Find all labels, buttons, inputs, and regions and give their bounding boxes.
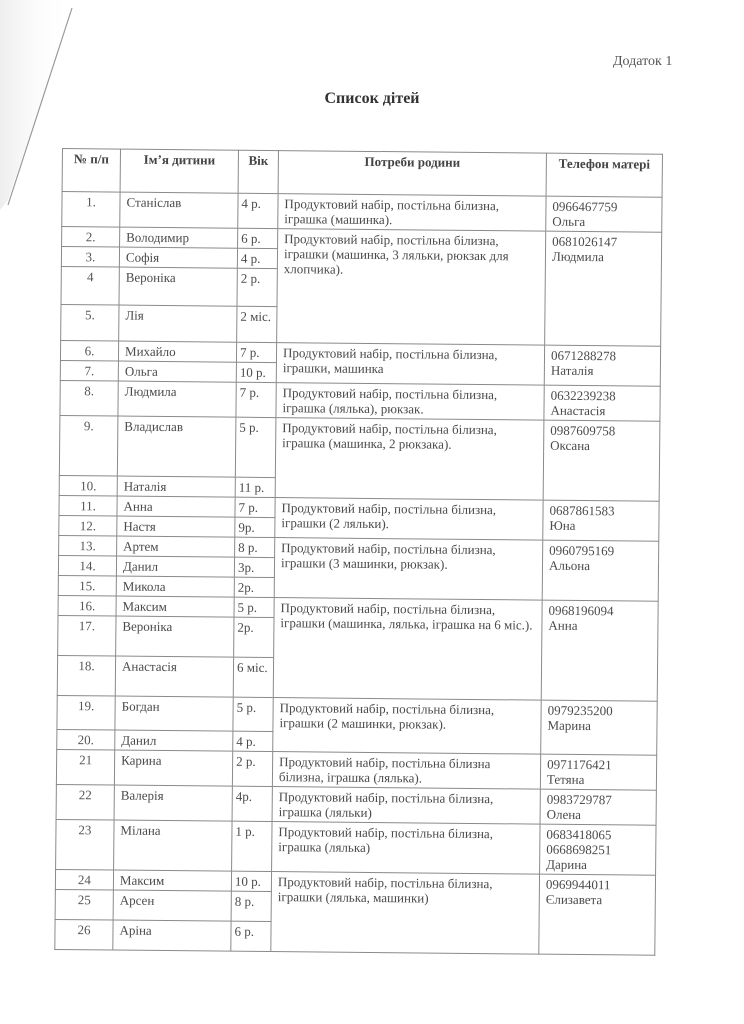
child-age: 2 р.: [232, 751, 272, 786]
child-age: 2р.: [234, 577, 274, 597]
children-table: [54, 148, 663, 956]
table-row: [62, 192, 662, 233]
child-name: Анна: [117, 496, 235, 517]
child-number: 10.: [59, 475, 117, 496]
child-name: Максим: [113, 870, 231, 891]
child-age: 10 р.: [231, 871, 271, 891]
child-number: 22: [56, 784, 114, 820]
child-number: 9.: [59, 415, 118, 476]
child-name: Ольга: [118, 361, 236, 382]
mother-name: Оксана: [550, 437, 591, 454]
child-name: Максим: [116, 596, 234, 617]
document-title: [0, 90, 744, 108]
mother-phone: 0971176421: [547, 756, 612, 773]
mother-name: Анастасія: [550, 402, 606, 419]
mother-phone: 0966467759: [552, 198, 618, 215]
child-age: 3р.: [234, 557, 274, 577]
child-name: Владислав: [117, 416, 236, 477]
child-age: 4 р.: [233, 731, 273, 751]
child-number: 17.: [58, 615, 116, 656]
child-name: Софія: [119, 247, 237, 268]
child-number: 24: [55, 869, 113, 890]
child-number: 5.: [61, 304, 119, 341]
table-row: [56, 819, 656, 875]
mother-contact: [540, 824, 656, 875]
child-name: Настя: [117, 516, 235, 537]
child-number: 3.: [61, 247, 119, 268]
family-needs: Продуктовий набір, постільна білизна, іграшки (лялька, машинки): [271, 872, 540, 955]
child-number: 25: [55, 889, 113, 920]
child-name: Артем: [117, 536, 235, 557]
child-number: 26: [55, 919, 113, 950]
mother-contact: [542, 540, 659, 601]
mother-name: Єлизавета: [545, 891, 603, 908]
mother-phone: 0632239238: [550, 387, 616, 404]
mother-name: Олена: [546, 806, 582, 823]
child-name: Вероніка: [116, 616, 234, 657]
mother-contact: [543, 500, 659, 541]
mother-contact: [541, 700, 658, 755]
child-name: Валерія: [114, 785, 232, 821]
child-age: 1 р.: [232, 821, 272, 871]
header-mother-phone: Телефон матері: [546, 153, 662, 197]
child-age: 4р.: [232, 786, 272, 821]
child-age: 6 р.: [238, 228, 278, 248]
child-name: Михайло: [118, 341, 236, 362]
mother-name: Альона: [548, 557, 591, 574]
mother-name: Анна: [548, 617, 578, 633]
mother-name: Юна: [549, 517, 576, 533]
family-needs: Продуктовий набір, постільна білизна, іграшки (машинка, 3 ляльки, рюкзак для хлопчика).: [277, 229, 546, 346]
mother-phone: 0687861583: [549, 502, 615, 519]
child-age: 7 р.: [236, 382, 276, 417]
mother-contact: [544, 345, 660, 386]
family-needs: Продуктовий набір, постільна білизна, іграшка (лялька), рюкзак.: [276, 383, 544, 421]
mother-phone: 0683418065 0668698251: [546, 826, 612, 858]
child-number: 13.: [59, 535, 117, 556]
child-name: Карина: [114, 750, 232, 786]
child-age: 4 р.: [237, 248, 277, 268]
child-number: 7.: [60, 360, 118, 381]
mother-contact: [540, 789, 656, 825]
child-name: Лія: [119, 305, 237, 342]
family-needs: Продуктовий набір, постільна білизна, іграшка (машинка).: [278, 194, 546, 232]
child-age: 11 р.: [235, 477, 275, 497]
child-number: 16.: [58, 595, 116, 616]
children-table-wrapper: [54, 148, 662, 956]
mother-phone: 0987609758: [550, 422, 616, 439]
table-row: [56, 749, 656, 790]
child-name: Анастасія: [115, 656, 233, 697]
table-row: [59, 415, 660, 481]
child-age: 6 р.: [231, 921, 271, 951]
child-age: 7 р.: [235, 497, 275, 517]
child-age: 2 р.: [237, 268, 277, 306]
family-needs: Продуктовий набір, постільна білизна, іграшки (3 машинки, рюкзак).: [274, 538, 543, 601]
child-age: 5 р.: [234, 597, 274, 617]
mother-name: Марина: [547, 717, 592, 734]
mother-contact: [539, 874, 656, 955]
table-body: [55, 192, 662, 956]
mother-phone: 0960795169: [549, 542, 615, 559]
child-age: 5 р.: [233, 697, 273, 731]
mother-name: Людмила: [551, 248, 604, 265]
title-text: Список дітей: [324, 90, 420, 107]
header-child-name: Ім’я дитини: [120, 149, 238, 193]
child-number: 19.: [57, 695, 115, 730]
child-number: 21: [56, 749, 114, 785]
mother-name: Дарина: [546, 856, 588, 873]
child-number: 15.: [58, 575, 116, 596]
child-name: Данил: [115, 730, 233, 751]
child-number: 11.: [59, 495, 117, 516]
child-age: 4 р.: [238, 193, 278, 228]
child-number: 14.: [58, 555, 116, 576]
family-needs: Продуктовий набір, постільна білизна, іграшки, машинка: [276, 343, 544, 386]
mother-contact: [545, 231, 662, 346]
family-needs: Продуктовий набір, постільна білизна білизна, іграшка (лялька).: [272, 752, 540, 790]
header-age: Вік: [238, 150, 278, 193]
mother-phone: 0671288278: [550, 347, 617, 364]
child-name: Станіслав: [120, 192, 238, 228]
child-age: 8 р.: [231, 891, 271, 921]
mother-contact: [541, 600, 658, 701]
child-age: 7 р.: [236, 342, 276, 362]
child-name: Богдан: [115, 696, 233, 731]
mother-name: Ольга: [552, 213, 586, 230]
child-name: Арсен: [113, 890, 231, 921]
family-needs: Продуктовий набір, постільна білизна, іграшки (машинка, лялька, іграшка на 6 міс.).: [273, 598, 542, 701]
table-header-row: [62, 149, 662, 198]
child-name: Людмила: [118, 381, 236, 417]
child-name: Вероніка: [119, 267, 237, 306]
family-needs: Продуктовий набір, постільна білизна, іграшка (машинка, 2 рюкзака).: [275, 418, 544, 501]
child-age: 8 р.: [235, 537, 275, 557]
child-name: Мілана: [114, 820, 232, 871]
family-needs: Продуктовий набір, постільна білизна, іграшки (2 машинки, рюкзак).: [273, 698, 542, 755]
mother-contact: [540, 754, 656, 790]
mother-name: Тетяна: [546, 771, 585, 788]
child-number: 1.: [62, 192, 120, 228]
child-age: 6 міс.: [233, 657, 273, 697]
mother-contact: [544, 385, 660, 421]
child-age: 10 р.: [236, 362, 276, 382]
mother-phone: 0681026147: [552, 233, 618, 250]
child-name: Володимир: [120, 227, 238, 248]
family-needs: Продуктовий набір, постільна білизна, іграшка (лялька): [272, 822, 540, 875]
child-age: 2 міс.: [237, 306, 277, 342]
child-number: 8.: [60, 380, 118, 416]
table-row: [56, 784, 656, 825]
mother-phone: 0968196094: [548, 602, 614, 619]
child-number: 20.: [57, 729, 115, 750]
child-number: 4: [61, 266, 119, 305]
mother-phone: 0969944011: [545, 876, 611, 893]
mother-name: Наталія: [550, 362, 594, 379]
mother-contact: [543, 420, 660, 501]
table-row: [57, 695, 657, 735]
child-name: Аріна: [113, 920, 231, 951]
child-number: 6.: [60, 340, 118, 361]
mother-phone: 0979235200: [547, 702, 613, 719]
child-number: 18.: [57, 655, 115, 696]
child-name: Данил: [116, 556, 234, 577]
mother-phone: 0983729787: [546, 791, 612, 808]
child-number: 23: [56, 819, 114, 870]
table-row: [60, 380, 660, 421]
child-name: Микола: [116, 576, 234, 597]
child-age: 5 р.: [235, 417, 276, 477]
child-number: 2.: [62, 227, 120, 248]
child-name: Наталія: [117, 476, 235, 497]
header-number: № п/п: [62, 149, 120, 193]
child-age: 2р.: [234, 617, 274, 657]
family-needs: Продуктовий набір, постільна білизна, іграшка (ляльки): [272, 787, 540, 825]
appendix-label: Додаток 1: [613, 54, 673, 69]
child-age: 9р.: [235, 517, 275, 537]
family-needs: Продуктовий набір, постільна білизна, іграшки (2 ляльки).: [275, 498, 543, 541]
child-number: 12.: [59, 515, 117, 536]
header-family-needs: Потреби родини: [278, 151, 546, 197]
mother-contact: [546, 196, 662, 232]
